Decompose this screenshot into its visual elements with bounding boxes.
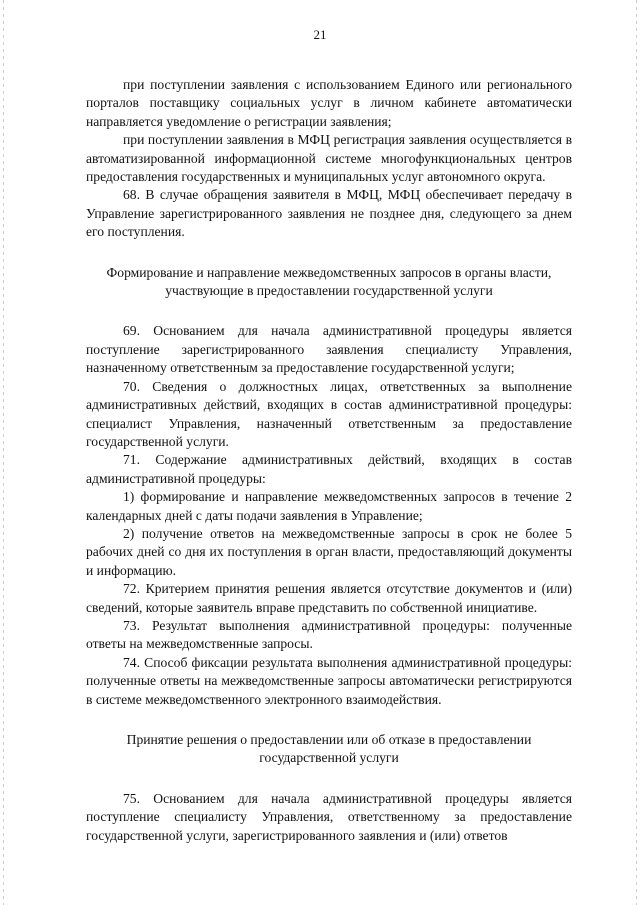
list-item-2: 2) получение ответов на межведомственные запросы в срок не более 5 рабочих дней со дня их поступления в орган власти, предоставляющий документы и информацию. <box>86 525 572 578</box>
paragraph-68: 68. В случае обращения заявителя в МФЦ, МФЦ обеспечивает передачу в Управление зарегистрированного заявления не позднее дня, следующего за днем его поступления. <box>86 187 572 240</box>
paragraph-portal-registration: при поступлении заявления с использованием Единого или регионального порталов поставщику социальных услуг в личном кабинете автоматически направляется уведомление о регистрации заявления; <box>86 77 572 129</box>
list-item-1: 1) формирование и направление межведомственных запросов в течение 2 календарных дней с даты подачи заявления в Управление; <box>86 489 572 523</box>
paragraph-71: 71. Содержание административных действий, входящих в состав административной процедуры: <box>86 452 572 486</box>
document-body <box>86 76 572 845</box>
spacer <box>86 300 572 322</box>
paragraph-72: 72. Критерием принятия решения является отсутствие документов и (или) сведений, которые заявитель вправе представить по собственной инициативе. <box>86 581 572 615</box>
paragraph-mfc-registration: при поступлении заявления в МФЦ регистрация заявления осуществляется в автоматизированной информационной системе многофункциональных центров предоставления государственных и муниципальных услуг автономного округа. <box>86 132 572 185</box>
section-heading-decision: Принятие решения о предоставлении или об отказе в предоставлении государственной услуги <box>126 732 532 766</box>
paragraph-70: 70. Сведения о должностных лицах, ответственных за выполнение административных действий, входящих в состав административной процедуры: специалист Управления, назначенный ответственным за предоставление государственной услуги. <box>86 378 572 449</box>
spacer <box>86 242 572 264</box>
page-number: 21 <box>313 27 327 42</box>
paragraph-69: 69. Основанием для начала административной процедуры является поступление зарегистрированного заявления специалисту Управления, назначенному ответственным за предоставление государственной услуги; <box>86 323 572 376</box>
paragraph-74: 74. Способ фиксации результата выполнения административной процедуры: полученные ответы на межведомственные запросы автоматически регистрируются в системе межведомственного электронного взаимодействия. <box>86 654 572 707</box>
scan-edge-right <box>636 0 637 905</box>
paragraph-75: 75. Основанием для начала административной процедуры является поступление специалисту Управления, ответственному за предоставление государственной услуги, зарегистрированного заявления и (или) ответов <box>86 790 572 843</box>
paragraph-73: 73. Результат выполнения административной процедуры: полученные ответы на межведомственные запросы. <box>86 617 572 652</box>
spacer <box>86 768 572 790</box>
spacer <box>86 709 572 731</box>
section-heading-interagency-requests: Формирование и направление межведомственных запросов в органы власти, участвующие в предоставлении государственной услуги <box>106 264 552 299</box>
scan-edge-left <box>3 0 4 905</box>
